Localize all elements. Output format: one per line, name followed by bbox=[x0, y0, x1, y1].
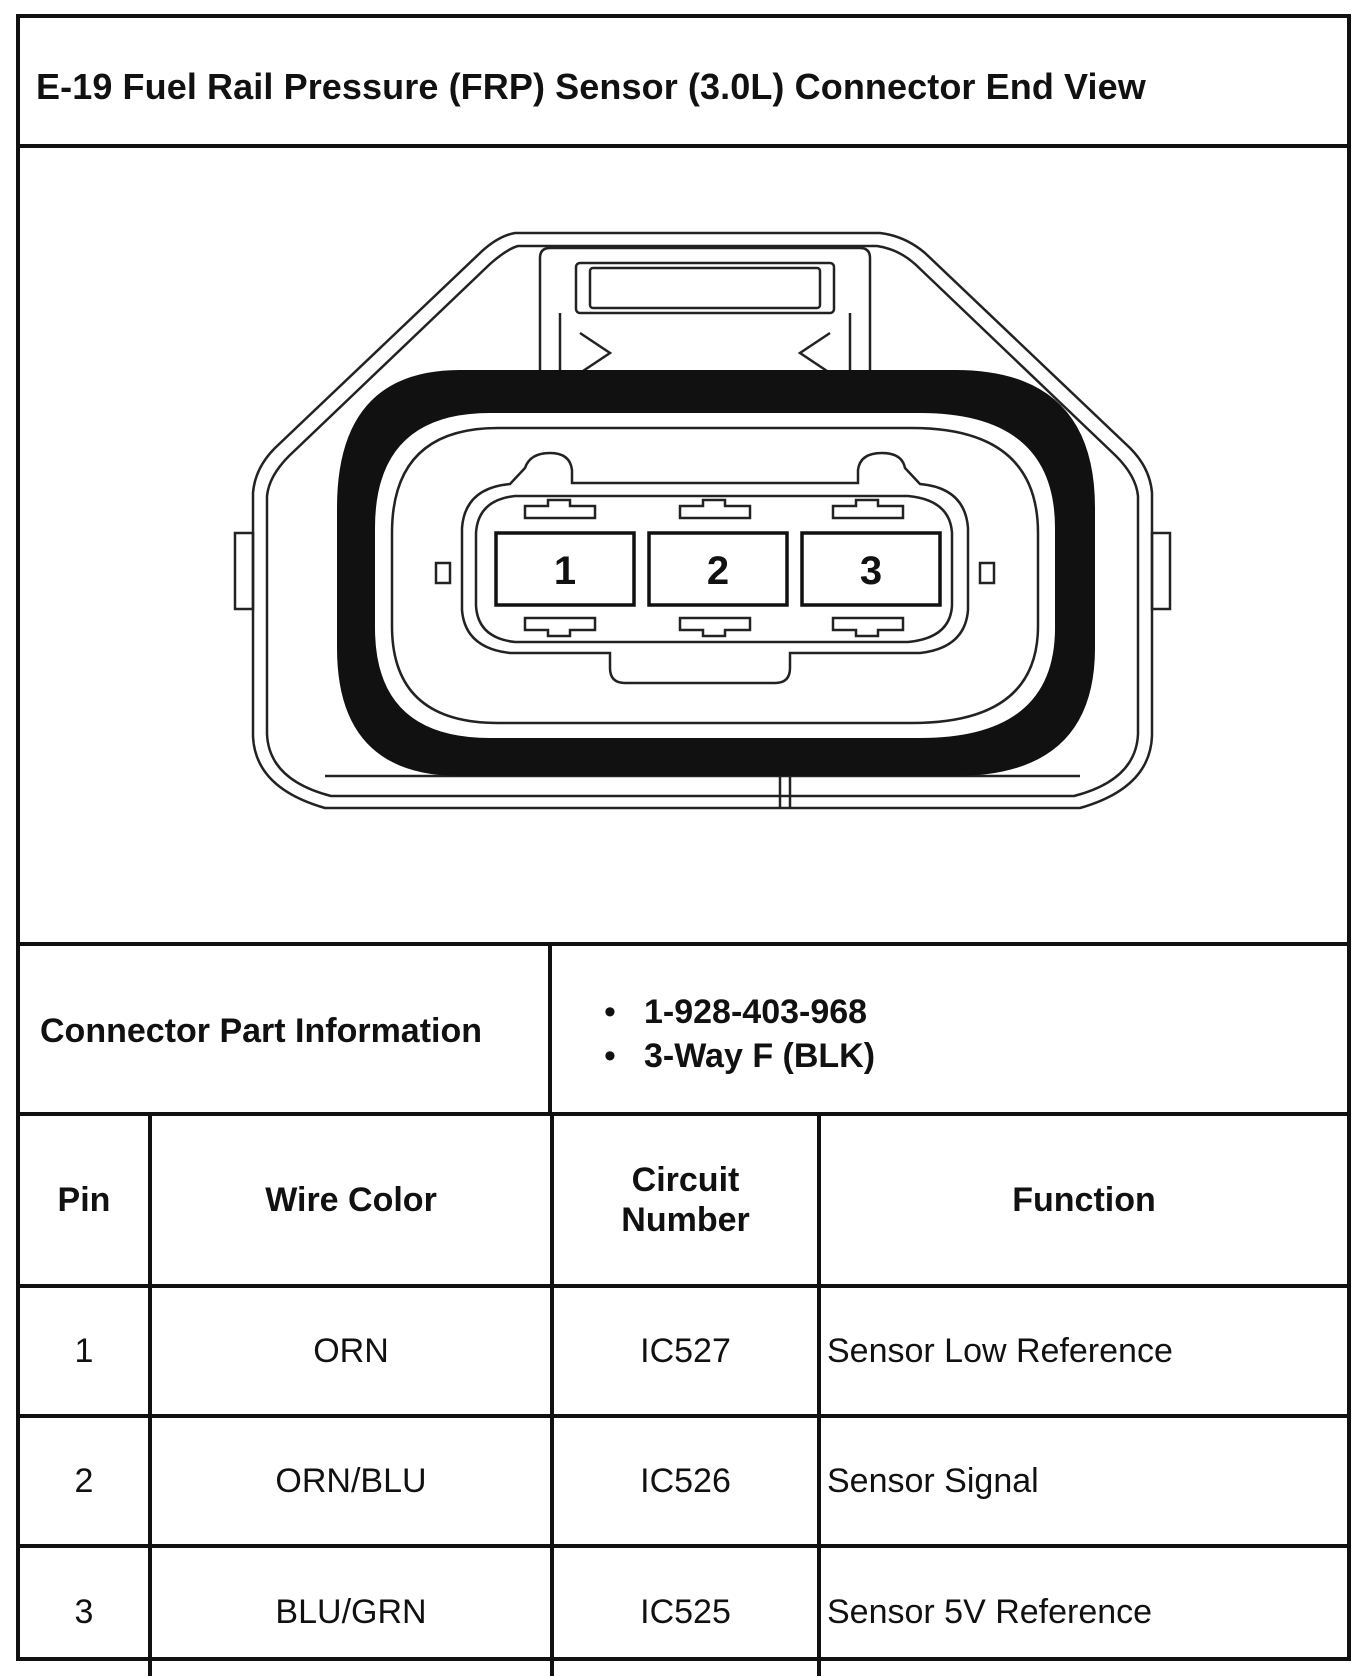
bullet-icon: • bbox=[604, 993, 616, 1031]
part-info-item: • 1-928-403-968 bbox=[644, 990, 875, 1034]
part-info-list bbox=[604, 990, 876, 1078]
cell-wire-color: BLU/GRN bbox=[150, 1546, 552, 1676]
pin-label-1: 1 bbox=[553, 549, 577, 593]
header-wire-color: Wire Color bbox=[150, 1116, 552, 1286]
cell-circuit: IC525 bbox=[552, 1546, 819, 1676]
pin-label-3: 3 bbox=[859, 549, 883, 593]
cell-circuit: IC526 bbox=[552, 1416, 819, 1546]
table-row bbox=[20, 1546, 1347, 1676]
header-circuit-number: Circuit Number bbox=[552, 1116, 819, 1286]
pin-table-header bbox=[20, 1116, 1347, 1286]
document-frame bbox=[16, 14, 1351, 1661]
pin-table bbox=[20, 1116, 1347, 1676]
cell-wire-color: ORN bbox=[150, 1286, 552, 1416]
connector-end-view-drawing bbox=[20, 148, 1347, 942]
part-info-item: • 3-Way F (BLK) bbox=[644, 1034, 875, 1078]
cell-pin: 1 bbox=[20, 1286, 150, 1416]
cell-function: Sensor 5V Reference bbox=[819, 1546, 1347, 1676]
cell-pin: 3 bbox=[20, 1546, 150, 1676]
table-row bbox=[20, 1416, 1347, 1546]
pin-label-2: 2 bbox=[706, 549, 730, 593]
part-info-label: Connector Part Information bbox=[40, 1012, 483, 1050]
header-pin: Pin bbox=[20, 1116, 150, 1286]
cell-function: Sensor Signal bbox=[819, 1416, 1347, 1546]
connector-diagram bbox=[20, 148, 1347, 946]
page-title: E-19 Fuel Rail Pressure (FRP) Sensor (3.0L) Connector End View bbox=[36, 66, 1146, 107]
connector-part-information bbox=[20, 946, 1347, 1116]
cell-circuit: IC527 bbox=[552, 1286, 819, 1416]
header-function: Function bbox=[819, 1116, 1347, 1286]
cell-pin: 2 bbox=[20, 1416, 150, 1546]
title-row bbox=[20, 18, 1347, 148]
cell-function: Sensor Low Reference bbox=[819, 1286, 1347, 1416]
cell-wire-color: ORN/BLU bbox=[150, 1416, 552, 1546]
table-row bbox=[20, 1286, 1347, 1416]
bullet-icon: • bbox=[604, 1037, 616, 1075]
